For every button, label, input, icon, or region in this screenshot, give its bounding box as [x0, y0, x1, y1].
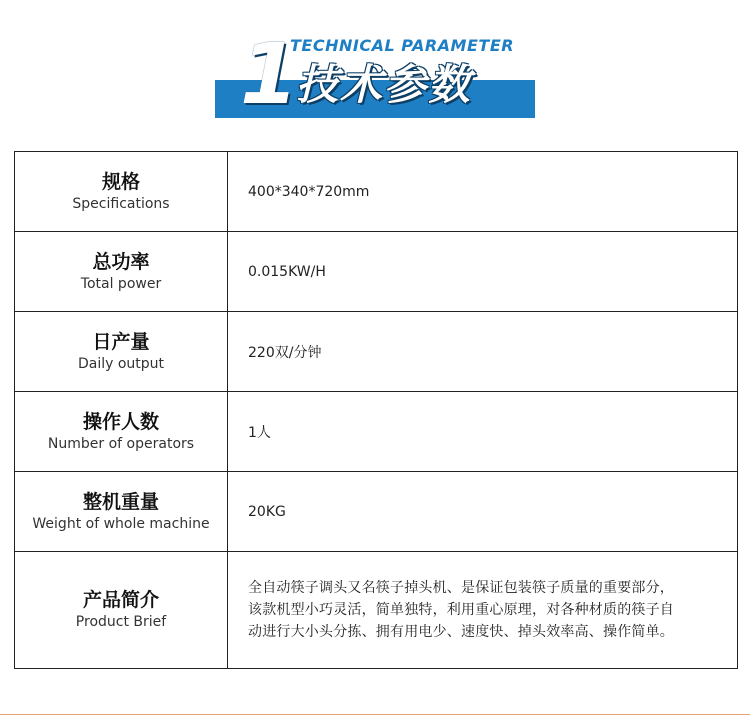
- section-number: 1: [240, 25, 299, 123]
- row-value: 220双/分钟: [228, 312, 738, 392]
- row-label: [15, 392, 228, 472]
- section-header: [0, 0, 750, 130]
- label-en: Specifications: [72, 195, 170, 212]
- row-label: [15, 472, 228, 552]
- table-row-weight: [15, 472, 738, 552]
- bottom-divider: [0, 714, 750, 715]
- spec-table: [14, 151, 738, 669]
- row-value-brief: [228, 552, 738, 669]
- label-en: Total power: [80, 275, 162, 292]
- brief-line: 动进行大小头分拣、拥有用电少、速度快、掉头效率高、操作简单。: [248, 624, 674, 640]
- row-label: [15, 232, 228, 312]
- table-row-operators: [15, 392, 738, 472]
- table-row-product-brief: [15, 552, 738, 669]
- label-cn: 操作人数: [82, 410, 159, 433]
- label-cn: 整机重量: [82, 490, 159, 513]
- section-title-cn: 技术参数: [296, 60, 473, 109]
- section-title-en: TECHNICAL PARAMETER: [290, 36, 515, 55]
- label-en: Number of operators: [47, 435, 195, 452]
- label-en: Weight of whole machine: [32, 515, 210, 532]
- label-cn: 日产量: [92, 330, 150, 353]
- row-value: 1人: [228, 392, 738, 472]
- label-cn: 规格: [101, 170, 140, 193]
- row-label: [15, 152, 228, 232]
- label-en: Daily output: [77, 355, 165, 372]
- row-label: [15, 312, 228, 392]
- row-value: 400*340*720mm: [228, 152, 738, 232]
- label-en: Product Brief: [75, 614, 167, 630]
- brief-line: 全自动筷子调头又名筷子掉头机、是保证包装筷子质量的重要部分，: [248, 580, 674, 596]
- row-value: 20KG: [228, 472, 738, 552]
- label-cn: 总功率: [92, 250, 150, 273]
- row-label: [15, 552, 228, 669]
- table-row-daily-output: [15, 312, 738, 392]
- row-value: 0.015KW/H: [228, 232, 738, 312]
- brief-line: 该款机型小巧灵活，简单独特，利用重心原理，对各种材质的筷子自: [248, 602, 674, 618]
- table-row-specifications: [15, 152, 738, 232]
- table-row-total-power: [15, 232, 738, 312]
- label-cn: 产品简介: [82, 589, 159, 611]
